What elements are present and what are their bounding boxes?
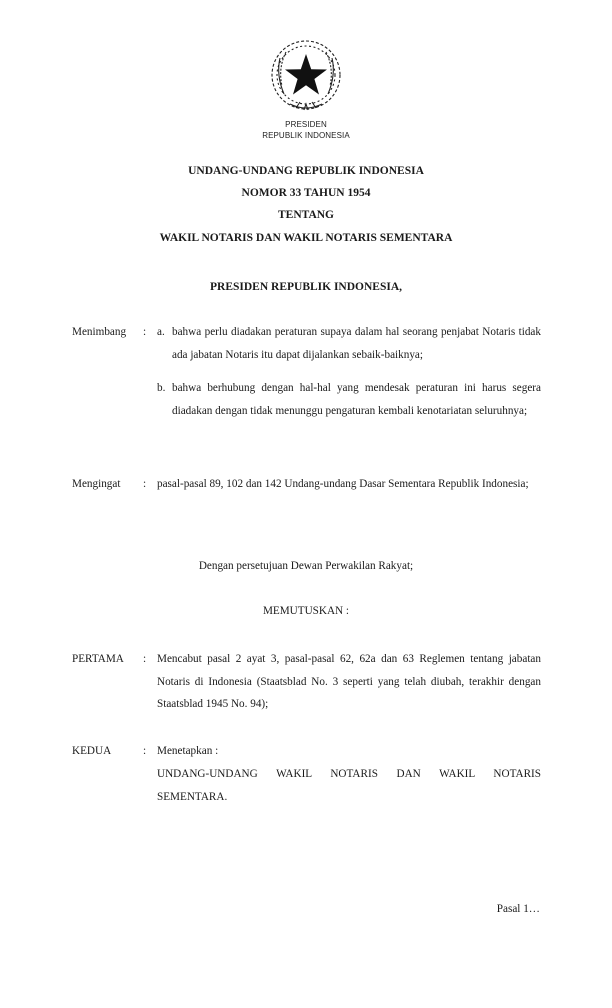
kedua-menetapkan: Menetapkan : xyxy=(157,745,219,757)
pertama-label: PERTAMA xyxy=(72,653,124,665)
emblem-caption-republik: REPUBLIK INDONESIA xyxy=(262,131,350,140)
document-number: NOMOR 33 TAHUN 1954 xyxy=(241,187,371,199)
document-subject: WAKIL NOTARIS DAN WAKIL NOTARIS SEMENTARA xyxy=(159,232,453,244)
pertama-colon: : xyxy=(143,653,147,665)
item-text: bahwa perlu diadakan peraturan supaya dalam hal seorang penjabat Notaris tidak ada jabatan Notaris itu dapat dijalankan sebaik-baiknya; xyxy=(172,326,541,361)
item-marker: b. xyxy=(157,382,166,394)
menimbang-colon: : xyxy=(143,326,147,338)
garuda-star-wreath-emblem-icon xyxy=(266,38,346,116)
menimbang-label: Menimbang xyxy=(72,326,127,338)
kedua-colon: : xyxy=(143,745,147,757)
item-text: bahwa berhubung dengan hal-hal yang mendesak peraturan ini harus segera diadakan dengan tidak menunggu pengaturan kembali kenotariatan seluruhnya; xyxy=(172,382,541,417)
mengingat-text: pasal-pasal 89, 102 dan 142 Undang-undang Dasar Sementara Republik Indonesia; xyxy=(157,478,529,490)
approval-statement: Dengan persetujuan Dewan Perwakilan Rakyat; xyxy=(198,560,414,572)
kedua-law-name-line2: SEMENTARA. xyxy=(157,791,228,803)
item-marker: a. xyxy=(157,326,165,338)
kedua-law-name-line1: UNDANG-UNDANG WAKIL NOTARIS DAN WAKIL NOTARIS xyxy=(157,768,541,780)
pertama-text: Mencabut pasal 2 ayat 3, pasal-pasal 62, 62a dan 63 Reglemen tentang jabatan Notaris di Indonesia (Staatsblad No. 3 seperti yang telah diubah, terakhir dengan Staatsblad 1945 No. 94); xyxy=(157,653,541,710)
next-page-indicator: Pasal 1… xyxy=(496,903,540,915)
document-tentang: TENTANG xyxy=(277,209,335,221)
mengingat-colon: : xyxy=(143,478,147,490)
issuer-heading: PRESIDEN REPUBLIK INDONESIA, xyxy=(209,281,403,293)
decision-heading: MEMUTUSKAN : xyxy=(262,605,350,617)
emblem-caption-presiden: PRESIDEN xyxy=(285,120,327,129)
mengingat-label: Mengingat xyxy=(72,478,121,490)
kedua-label: KEDUA xyxy=(72,745,112,757)
document-title-line1: UNDANG-UNDANG REPUBLIK INDONESIA xyxy=(188,165,424,177)
